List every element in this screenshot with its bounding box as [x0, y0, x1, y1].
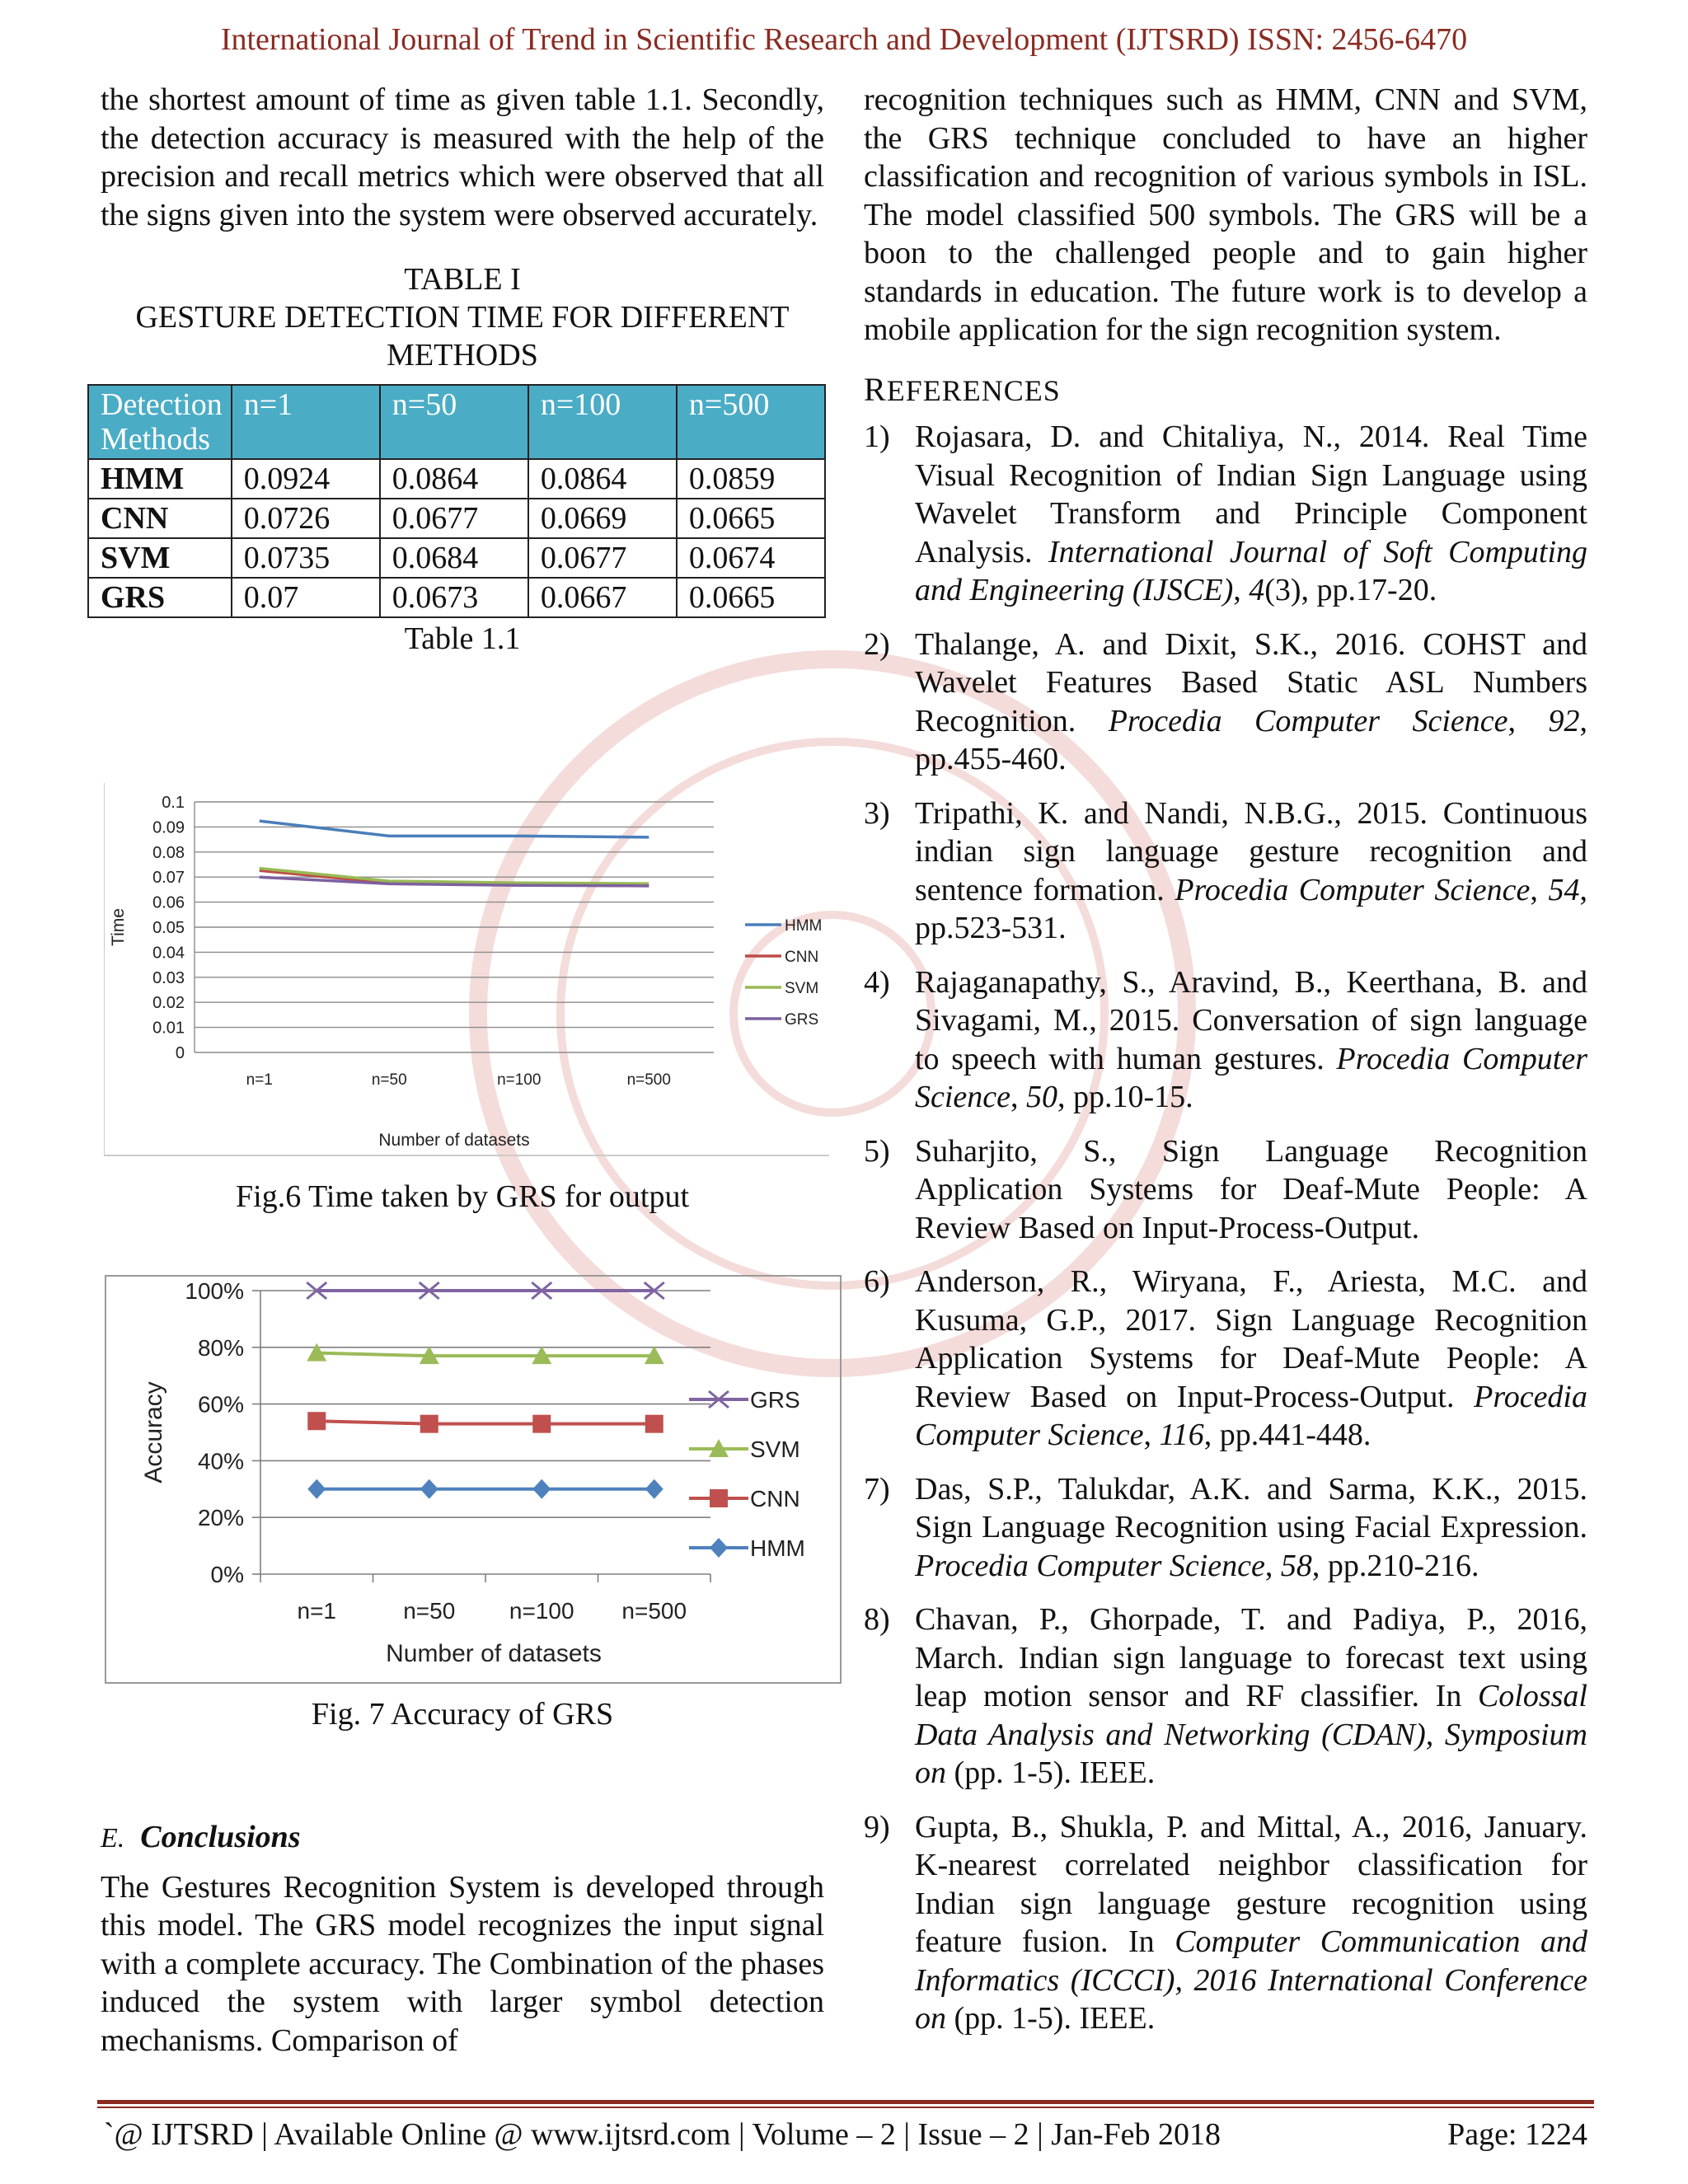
- table-header-cell: n=50: [380, 385, 528, 459]
- y-tick-label: 0%: [210, 1562, 244, 1587]
- table-cell: CNN: [88, 499, 232, 538]
- reference-it: International Journal of Soft Computing and Engineering (IJSCE): [915, 534, 1588, 607]
- data-point-hmm: [645, 1479, 663, 1499]
- legend-marker: [710, 1489, 728, 1507]
- data-point-hmm: [307, 1479, 326, 1499]
- table-header-cell: Detection Methods: [88, 385, 232, 459]
- right-column: [864, 81, 1587, 2054]
- table-cell: 0.0669: [528, 499, 677, 538]
- section-heading: [101, 1818, 824, 1858]
- data-point-cnn: [420, 1415, 438, 1433]
- y-tick-label: 100%: [185, 1278, 244, 1304]
- reference-num: 7): [864, 1471, 890, 1507]
- reference-pre: Tripathi, K. and Nandi, N.B.G., 2015. Continuous indian sign language gesture recognition and sentence formation.: [915, 795, 1587, 907]
- reference-post: (pp. 1-5). IEEE.: [946, 2001, 1156, 2036]
- table-cell: 0.0677: [528, 538, 677, 578]
- series-line-svm: [316, 1353, 654, 1356]
- section-letter: E.: [101, 1823, 125, 1854]
- legend-label: HMM: [785, 917, 823, 935]
- y-tick-label: 60%: [197, 1391, 244, 1418]
- reference-mid: ,: [1264, 1548, 1281, 1583]
- reference-item: [864, 1132, 1587, 1248]
- legend-marker: [710, 1538, 728, 1558]
- legend-label: GRS: [750, 1387, 800, 1413]
- reference-pre: Chavan, P., Ghorpade, T. and Padiya, P., 2016, March. Indian sign language to forecast text using leap motion sensor and RF classifier. In: [915, 1602, 1587, 1713]
- reference-pre: Gupta, B., Shukla, P. and Mittal, A., 2016, January. K-nearest correlated neighbor classification for Indian sign language gesture recognition using feature fusion. In: [915, 1809, 1587, 1959]
- reference-it: Procedia Computer Science: [1175, 872, 1531, 907]
- y-axis-label: Time: [109, 908, 128, 946]
- y-tick-label: 0.02: [152, 994, 185, 1013]
- legend-label: HMM: [750, 1535, 805, 1561]
- x-tick-label: n=500: [621, 1598, 687, 1624]
- table-cell: 0.07: [232, 578, 380, 617]
- footer-rule: [97, 2100, 1594, 2104]
- x-tick-label: n=100: [509, 1598, 574, 1624]
- reference-num: 4): [864, 964, 890, 1000]
- fig6-caption: Fig.6 Time taken by GRS for output: [236, 1179, 689, 1214]
- y-tick-label: 0.01: [152, 1019, 185, 1038]
- accuracy-chart: [104, 1274, 842, 1685]
- reference-it2: 54: [1548, 872, 1580, 907]
- reference-post: , pp.455-460.: [915, 703, 1588, 776]
- table-caption-title: GESTURE DETECTION TIME FOR DIFFERENT METHODS: [135, 300, 790, 373]
- table-cell: 0.0859: [677, 459, 825, 499]
- x-tick-label: n=1: [297, 1598, 336, 1624]
- y-tick-label: 0.1: [162, 794, 185, 812]
- table-header-cell: n=500: [677, 385, 825, 459]
- reference-num: 6): [864, 1264, 890, 1299]
- table-cell: 0.0864: [380, 459, 528, 499]
- legend-label: CNN: [785, 949, 819, 966]
- y-tick-label: 0: [175, 1044, 185, 1062]
- data-point-cnn: [532, 1415, 551, 1433]
- table-cell: 0.0677: [380, 499, 528, 538]
- reference-num: 8): [864, 1602, 890, 1637]
- reference-item: [864, 963, 1587, 1117]
- series-line-cnn: [316, 1421, 654, 1423]
- table-cell: 0.0735: [232, 538, 380, 578]
- detection-time-table: [87, 384, 826, 618]
- reference-pre: Anderson, R., Wiryana, F., Ariesta, M.C. and Kusuma, G.P., 2017. Sign Language Recognition Application Systems for Deaf-Mute People: A Review Based on Input-Process-Output.: [915, 1264, 1587, 1414]
- x-tick-label: n=500: [626, 1071, 671, 1089]
- reference-it2: 92: [1548, 703, 1580, 738]
- reference-post: , pp.441-448.: [1203, 1418, 1372, 1452]
- reference-pre: Rajaganapathy, S., Aravind, B., Keerthana, B. and Sivagami, M., 2015. Conversation of sign language to speech with human gestures.: [915, 964, 1587, 1076]
- reference-it: Colossal Data Analysis and Networking (CDAN), Symposium on: [915, 1679, 1587, 1790]
- table-note: Table 1.1: [404, 621, 521, 656]
- reference-num: 5): [864, 1133, 890, 1169]
- table-cell: 0.0924: [232, 459, 380, 499]
- data-point-hmm: [420, 1479, 438, 1499]
- table-cell: 0.0673: [380, 578, 528, 617]
- table-caption: [101, 260, 824, 374]
- series-line-hmm: [260, 821, 649, 837]
- reference-num: 2): [864, 626, 890, 662]
- table-header-cell: n=1: [232, 385, 380, 459]
- reference-item: [864, 794, 1587, 948]
- table-cell: 0.0674: [677, 538, 825, 578]
- table-cell: 0.0667: [528, 578, 677, 617]
- footer-info: `@ IJTSRD | Available Online @ www.ijtsrd.com | Volume – 2 | Issue – 2 | Jan-Feb 2018: [104, 2117, 1221, 2152]
- table-row: [88, 578, 825, 617]
- reference-pre: Das, S.P., Talukdar, A.K. and Sarma, K.K., 2015. Sign Language Recognition using Facial Expression.: [915, 1471, 1587, 1544]
- reference-item: [864, 1808, 1587, 2038]
- references-heading-rest: EFERENCES: [886, 373, 1061, 407]
- reference-it: Procedia Computer Science: [915, 1548, 1265, 1583]
- conclusions-section: [101, 1810, 824, 2060]
- reference-list: [864, 418, 1587, 2038]
- table-cell: GRS: [88, 578, 232, 617]
- reference-it2: 116: [1159, 1418, 1204, 1452]
- reference-num: 9): [864, 1809, 890, 1844]
- legend-label: SVM: [785, 980, 819, 997]
- reference-mid: ,: [1233, 573, 1250, 607]
- page-footer: [104, 2116, 1587, 2153]
- reference-it: Procedia Computer Science: [915, 1379, 1587, 1452]
- x-tick-label: n=50: [403, 1598, 456, 1624]
- y-tick-label: 80%: [197, 1334, 244, 1361]
- reference-it: Computer Communication and Informatics (ICCCI), 2016 International Conference on: [915, 1924, 1587, 2036]
- x-tick-label: n=100: [497, 1071, 542, 1089]
- reference-post: (pp. 1-5). IEEE.: [946, 1755, 1156, 1790]
- legend-label: CNN: [750, 1486, 800, 1511]
- table-cell: 0.0864: [528, 459, 677, 499]
- table-cell: 0.0665: [677, 578, 825, 617]
- y-axis-label: Accuracy: [140, 1381, 167, 1483]
- reference-num: 3): [864, 795, 890, 831]
- reference-it2: 4: [1249, 573, 1265, 607]
- table-row: [88, 538, 825, 578]
- table-cell: 0.0684: [380, 538, 528, 578]
- reference-pre: Thalange, A. and Dixit, S.K., 2016. COHST and Wavelet Features Based Static ASL Numbers Recognition.: [915, 626, 1587, 738]
- table-cell: 0.0726: [232, 499, 380, 538]
- reference-item: [864, 1601, 1587, 1793]
- y-tick-label: 0.07: [152, 869, 185, 888]
- reference-pre: Suharjito, S., Sign Language Recognition Application Systems for Deaf-Mute People: A Review Based on Input-Process-Output.: [915, 1133, 1587, 1245]
- reference-it2: 58: [1280, 1548, 1312, 1583]
- reference-item: [864, 418, 1587, 610]
- journal-header: International Journal of Trend in Scientific Research and Development (IJTSRD) ISSN: 2456-6470: [220, 22, 1468, 57]
- fig7-caption: Fig. 7 Accuracy of GRS: [311, 1697, 614, 1732]
- table-cell: 0.0665: [677, 499, 825, 538]
- reference-it: Procedia Computer Science: [915, 1041, 1587, 1114]
- y-tick-label: 20%: [197, 1505, 244, 1531]
- table-cell: HMM: [88, 459, 232, 499]
- reference-it2: 50: [1026, 1080, 1058, 1114]
- left-column: [101, 81, 824, 658]
- y-tick-label: 0.09: [152, 818, 185, 837]
- legend-label: GRS: [785, 1011, 819, 1029]
- table-row: [88, 459, 825, 499]
- reference-pre: Rojasara, D. and Chitaliya, N., 2014. Real Time Visual Recognition of Indian Sign Language using Wavelet Transform and Principle Component Analysis.: [915, 419, 1587, 569]
- table-header-row: [88, 385, 825, 459]
- continuation-paragraph: recognition techniques such as HMM, CNN and SVM, the GRS technique concluded to have an higher classification and recognition of various symbols in ISL. The model classified 500 symbols. The GRS will be a boon to the challenged people and to gain higher standards in education. The future work is to develop a mobile application for the sign recognition system.: [864, 82, 1587, 347]
- reference-item: [864, 626, 1587, 779]
- y-tick-label: 0.06: [152, 893, 185, 912]
- reference-mid: ,: [1530, 872, 1549, 907]
- reference-it: Procedia Computer Science: [1108, 703, 1508, 738]
- x-axis-label: Number of datasets: [386, 1640, 602, 1667]
- reference-item: [864, 1263, 1587, 1455]
- page-number: Page: 1224: [1447, 2117, 1587, 2152]
- intro-paragraph: the shortest amount of time as given table 1.1. Secondly, the detection accuracy is measured with the help of the precision and recall metrics which were observed that all the signs given into the system were observed accurately.: [101, 82, 824, 232]
- reference-mid: ,: [1143, 1418, 1160, 1452]
- x-tick-label: n=1: [246, 1071, 273, 1089]
- table-header-cell: n=100: [528, 385, 677, 459]
- y-tick-label: 0.05: [152, 919, 185, 937]
- reference-post: , pp.523-531.: [915, 872, 1587, 945]
- x-tick-label: n=50: [371, 1071, 407, 1089]
- reference-mid: ,: [1507, 703, 1549, 738]
- y-tick-label: 0.04: [152, 944, 185, 963]
- legend-label: SVM: [750, 1436, 800, 1462]
- footer-rule-thin: [97, 2107, 1594, 2108]
- y-tick-label: 40%: [197, 1448, 244, 1474]
- reference-num: 1): [864, 419, 890, 454]
- reference-post: , pp.10-15.: [1057, 1080, 1193, 1114]
- table-cell: SVM: [88, 538, 232, 578]
- data-point-cnn: [645, 1415, 663, 1433]
- reference-post: (3), pp.17-20.: [1264, 573, 1437, 607]
- references-heading: [864, 371, 1587, 410]
- reference-post: , pp.210-216.: [1311, 1548, 1479, 1583]
- data-point-hmm: [532, 1479, 551, 1499]
- section-title: Conclusions: [140, 1820, 301, 1854]
- data-point-cnn: [307, 1412, 326, 1430]
- reference-item: [864, 1470, 1587, 1586]
- y-tick-label: 0.03: [152, 968, 185, 987]
- x-axis-label: Number of datasets: [378, 1131, 530, 1150]
- y-tick-label: 0.08: [152, 843, 185, 862]
- references-heading-initial: R: [864, 370, 887, 408]
- table-caption-number: TABLE I: [404, 262, 521, 297]
- reference-mid: ,: [1010, 1080, 1027, 1114]
- time-chart: [104, 783, 829, 1162]
- conclusion-paragraph: The Gestures Recognition System is developed through this model. The GRS model recognizes the input signal with a complete accuracy. The Combination of the phases induced the system with larger symbol detection mechanisms. Comparison of: [101, 1869, 824, 2058]
- table-row: [88, 499, 825, 538]
